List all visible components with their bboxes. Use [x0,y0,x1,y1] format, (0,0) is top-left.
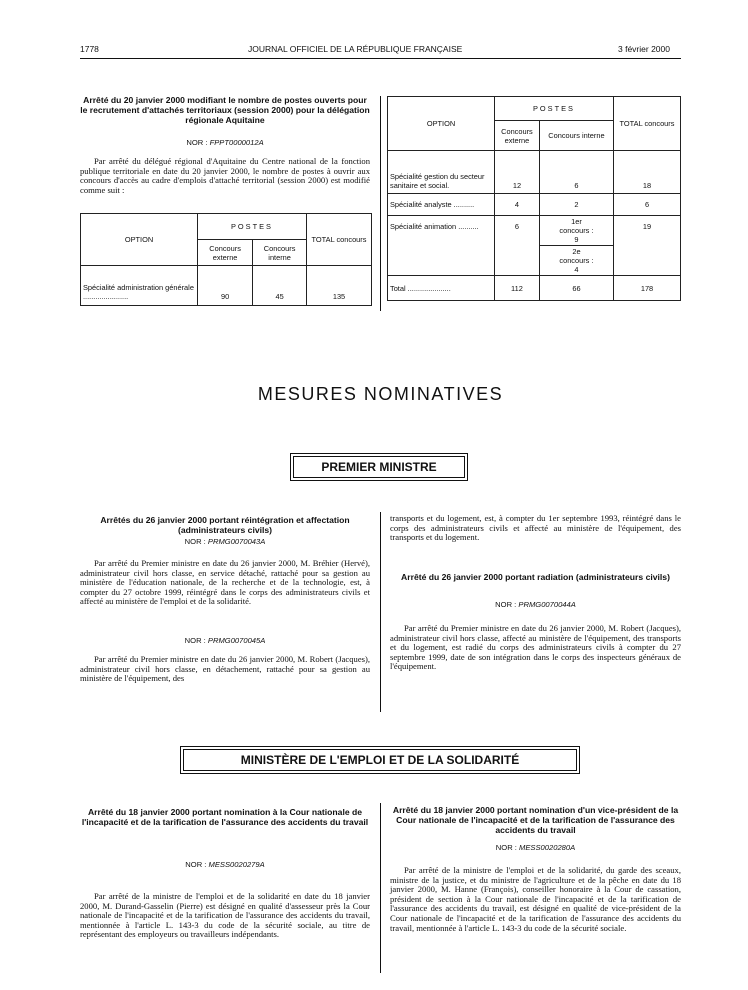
cell-interne-first: 1er concours : 9 [539,216,613,246]
column-divider-top [380,96,381,311]
nor-reference [80,636,370,645]
box-label: MINISTÈRE DE L'EMPLOI ET DE LA SOLIDARITÉ [183,749,577,771]
cell-total: 6 [614,194,681,216]
column-divider-middle [380,512,381,712]
postes-table-left [80,213,372,306]
nor-label: NOR : [495,600,517,609]
article-title-aquitaine: Arrêté du 20 janvier 2000 modifiant le nombre de postes ouverts pour le recrutement d'attachés territoriaux (session 2000) pour la délégation régionale Aquitaine [80,95,370,125]
nor-code: FPPT0000012A [209,138,264,147]
col-header-interne: Concours interne [253,240,307,266]
ministry-box-premier-ministre [290,453,468,481]
cell-total: 19 [614,216,681,276]
cell-interne: 66 [539,276,613,301]
article-body-aquitaine: Par arrêté du délégué régional d'Aquitaine du Centre national de la fonction publique territoriale en date du 20 janvier 2000, le nombre de postes à ouvrir aux concours d'accès au cadre d'emplois d'attaché territorial (session 2000) est modifié comme suit : [80,156,370,195]
nor-label: NOR : [184,636,206,645]
article-body-brehier: Par arrêté du Premier ministre en date du 26 janvier 2000, M. Bréhier (Hervé), administrateur civil hors classe, en service détaché, rattaché pour sa gestion au ministère de l'éducation nationale, de la recherche et de la technologie, est, à compter du 27 octobre 1999, réintégré dans le corps des administrateurs civils et affecté au ministère de l'emploi et de la solidarité. [80,558,370,607]
table-row [388,194,681,216]
col-header-interne: Concours interne [539,121,613,151]
article-body-robert: Par arrêté du Premier ministre en date du 26 janvier 2000, M. Robert (Jacques), administrateur civil hors classe, en détachement, rattaché pour sa gestion au ministère de l'équipement, des [80,654,370,684]
col-header-postes: POSTES [495,97,614,121]
article-body-robert-continued: transports et du logement, est, à compter du 1er septembre 1993, réintégré dans le corps des administrateurs civils et affecté au ministère de l'équipement, des transports et du logement. [390,513,681,543]
cell-total: 135 [307,266,372,306]
article-title-reintegration: Arrêtés du 26 janvier 2000 portant réintégration et affectation (administrateurs civils) [100,515,350,535]
cell-option: Spécialité animation .......... [388,216,495,276]
issue-date: 3 février 2000 [618,44,670,54]
col-header-postes: POSTES [198,214,307,240]
cell-externe: 90 [198,266,253,306]
nor-reference [80,860,370,869]
cell-option: Spécialité administration générale ...................... [81,266,198,306]
cell-interne: 2 [539,194,613,216]
cell-option: Total ..................... [388,276,495,301]
article-title-cour-nationale: Arrêté du 18 janvier 2000 portant nomination à la Cour nationale de l'incapacité et de la tarification de l'assurance des accidents du travail [81,807,369,827]
cell-option: Spécialité gestion du secteur sanitaire et social. [388,151,495,194]
article-body-hanne: Par arrêté de la ministre de l'emploi et de la solidarité, du garde des sceaux, ministre de la justice, et du ministre de l'agriculture et de la pêche en date du 18 janvier 2000, M. Hanne (François), conseiller honoraire à la Cour de cassation, président de section à la Cour nationale de l'incapacité et de la tarification de l'assurance des accidents du travail, est désigné en qualité de vice-président de la Cour nationale de l'incapacité et de la tarification de l'assurance des accidents du travail, mentionnée à l'article L. 143-3 du code de la sécurité sociale. [390,865,681,933]
nor-label: NOR : [185,860,207,869]
nor-label: NOR : [186,138,208,147]
nor-reference-aquitaine [80,138,370,147]
col-header-externe: Concours externe [495,121,540,151]
col-header-option: OPTION [388,97,495,151]
header-rule [80,58,681,59]
nor-code: MESS0020279A [208,860,265,869]
nor-reference [390,600,681,609]
journal-title: JOURNAL OFFICIEL DE LA RÉPUBLIQUE FRANÇAISE [248,44,463,54]
section-heading-mesures-nominatives: MESURES NOMINATIVES [257,384,504,404]
nor-label: NOR : [495,843,517,852]
col-header-total: TOTAL concours [614,97,681,151]
ministry-box-emploi-solidarite [180,746,580,774]
article-title-vice-president: Arrêté du 18 janvier 2000 portant nomination d'un vice-président de la Cour nationale de l'incapacité et de la tarification de l'assurance des accidents du travail [392,805,679,835]
cell-externe: 6 [495,216,540,276]
table-row [388,216,681,246]
nor-code: PRMG0070044A [518,600,576,609]
cell-total: 18 [614,151,681,194]
column-divider-bottom [380,803,381,973]
article-body-durand-gasselin: Par arrêté de la ministre de l'emploi et de la solidarité en date du 18 janvier 2000, M. Durand-Gasselin (Pierre) est désigné en qualité d'assesseur près la Cour nationale de l'incapacité et de la tarification de l'assurance des accidents du travail, mentionnée à l'article L. 143-3 du code de la sécurité sociale, au titre de représentant des employeurs ou travailleurs indépendants. [80,891,370,940]
page-number: 1778 [80,44,99,54]
cell-externe: 12 [495,151,540,194]
cell-interne: 6 [539,151,613,194]
box-label: PREMIER MINISTRE [293,456,465,478]
article-title-radiation: Arrêté du 26 janvier 2000 portant radiation (administrateurs civils) [401,572,670,582]
col-header-total: TOTAL concours [307,214,372,266]
table-row [81,266,372,306]
col-header-externe: Concours externe [198,240,253,266]
nor-label: NOR : [184,537,206,546]
nor-code: PRMG0070045A [207,636,266,645]
cell-externe: 4 [495,194,540,216]
table-row-total [388,276,681,301]
cell-option: Spécialité analyste .......... [388,194,495,216]
table-row [388,151,681,194]
postes-table-right [387,96,681,301]
cell-interne-second: 2e concours : 4 [539,246,613,276]
nor-reference [80,537,370,546]
article-body-radiation: Par arrêté du Premier ministre en date du 26 janvier 2000, M. Robert (Jacques), administrateur civil hors classe, affecté au ministère de l'équipement, des transports et du logement, est radié du corps des administrateurs civils à compter du 27 septembre 1999, date de son intégration dans le corps des inspecteurs généraux de l'équipement. [390,623,681,672]
cell-externe: 112 [495,276,540,301]
col-header-option: OPTION [81,214,198,266]
nor-reference [390,843,681,852]
cell-interne: 45 [253,266,307,306]
nor-code: PRMG0070043A [207,537,266,546]
cell-total: 178 [614,276,681,301]
nor-code: MESS0020280A [519,843,576,852]
